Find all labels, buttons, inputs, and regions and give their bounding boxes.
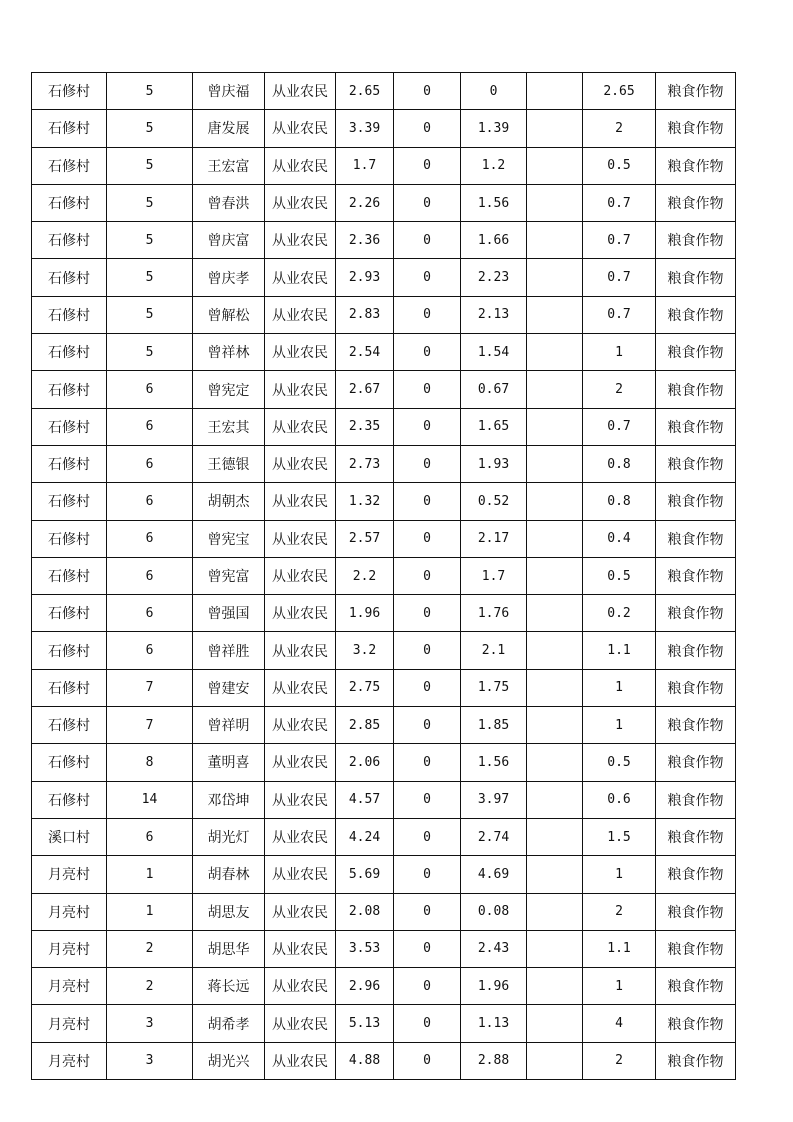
type-cell: 从业农民 [265,296,336,333]
village-cell: 石修村 [32,483,107,520]
type-cell: 从业农民 [265,184,336,221]
total-area-cell: 5.13 [336,1005,394,1042]
village-cell: 石修村 [32,408,107,445]
col5-cell: 1 [583,707,656,744]
total-area-cell: 2.73 [336,445,394,482]
crop-cell: 粮食作物 [656,334,736,371]
table-row [32,483,736,520]
village-cell: 月亮村 [32,893,107,930]
group-cell: 7 [107,669,193,706]
crop-cell: 粮食作物 [656,184,736,221]
total-area-cell: 2.65 [336,73,394,110]
type-cell: 从业农民 [265,1042,336,1079]
group-cell: 5 [107,334,193,371]
table-row [32,334,736,371]
name-cell: 胡思华 [193,930,265,967]
type-cell: 从业农民 [265,968,336,1005]
name-cell: 曾祥胜 [193,632,265,669]
crop-cell: 粮食作物 [656,408,736,445]
type-cell: 从业农民 [265,930,336,967]
col3-cell: 1.54 [461,334,527,371]
type-cell: 从业农民 [265,818,336,855]
col5-cell: 0.8 [583,445,656,482]
group-cell: 6 [107,408,193,445]
total-area-cell: 5.69 [336,856,394,893]
crop-cell: 粮食作物 [656,147,736,184]
total-area-cell: 3.2 [336,632,394,669]
col5-cell: 0.7 [583,222,656,259]
col2-cell: 0 [394,184,461,221]
group-cell: 1 [107,856,193,893]
col2-cell: 0 [394,259,461,296]
col3-cell: 1.96 [461,968,527,1005]
col5-cell: 1 [583,968,656,1005]
name-cell: 邓岱坤 [193,781,265,818]
col4-cell [527,632,583,669]
name-cell: 胡希孝 [193,1005,265,1042]
type-cell: 从业农民 [265,669,336,706]
name-cell: 曾祥明 [193,707,265,744]
col2-cell: 0 [394,744,461,781]
col4-cell [527,483,583,520]
crop-cell: 粮食作物 [656,856,736,893]
table-row [32,781,736,818]
col4-cell [527,744,583,781]
total-area-cell: 1.32 [336,483,394,520]
col3-cell: 1.7 [461,557,527,594]
group-cell: 5 [107,73,193,110]
col3-cell: 0 [461,73,527,110]
village-cell: 月亮村 [32,1042,107,1079]
col2-cell: 0 [394,483,461,520]
col3-cell: 1.56 [461,184,527,221]
type-cell: 从业农民 [265,707,336,744]
total-area-cell: 1.96 [336,595,394,632]
total-area-cell: 1.7 [336,147,394,184]
village-cell: 月亮村 [32,968,107,1005]
table-row [32,669,736,706]
col2-cell: 0 [394,445,461,482]
total-area-cell: 2.08 [336,893,394,930]
col3-cell: 1.75 [461,669,527,706]
group-cell: 6 [107,632,193,669]
col2-cell: 0 [394,893,461,930]
col4-cell [527,930,583,967]
col2-cell: 0 [394,557,461,594]
col3-cell: 1.2 [461,147,527,184]
name-cell: 王德银 [193,445,265,482]
col5-cell: 2 [583,1042,656,1079]
name-cell: 曾庆孝 [193,259,265,296]
col2-cell: 0 [394,707,461,744]
col3-cell: 2.43 [461,930,527,967]
village-cell: 石修村 [32,707,107,744]
group-cell: 6 [107,483,193,520]
col4-cell [527,1005,583,1042]
table-row [32,818,736,855]
group-cell: 3 [107,1042,193,1079]
village-cell: 石修村 [32,184,107,221]
group-cell: 6 [107,818,193,855]
table-row [32,557,736,594]
type-cell: 从业农民 [265,557,336,594]
table-row [32,893,736,930]
type-cell: 从业农民 [265,1005,336,1042]
type-cell: 从业农民 [265,222,336,259]
col4-cell [527,334,583,371]
col2-cell: 0 [394,408,461,445]
group-cell: 5 [107,147,193,184]
village-cell: 石修村 [32,520,107,557]
village-cell: 月亮村 [32,1005,107,1042]
name-cell: 曾宪富 [193,557,265,594]
table-row [32,707,736,744]
name-cell: 曾庆富 [193,222,265,259]
total-area-cell: 2.06 [336,744,394,781]
table-row [32,296,736,333]
type-cell: 从业农民 [265,781,336,818]
type-cell: 从业农民 [265,147,336,184]
farmer-land-table [31,72,736,1080]
crop-cell: 粮食作物 [656,73,736,110]
village-cell: 石修村 [32,147,107,184]
col4-cell [527,73,583,110]
col4-cell [527,707,583,744]
col3-cell: 2.1 [461,632,527,669]
village-cell: 石修村 [32,557,107,594]
crop-cell: 粮食作物 [656,595,736,632]
crop-cell: 粮食作物 [656,557,736,594]
col2-cell: 0 [394,110,461,147]
crop-cell: 粮食作物 [656,744,736,781]
village-cell: 石修村 [32,296,107,333]
group-cell: 3 [107,1005,193,1042]
col5-cell: 0.7 [583,184,656,221]
name-cell: 胡光兴 [193,1042,265,1079]
type-cell: 从业农民 [265,334,336,371]
col2-cell: 0 [394,371,461,408]
total-area-cell: 4.57 [336,781,394,818]
col5-cell: 2 [583,371,656,408]
name-cell: 胡思友 [193,893,265,930]
table-row [32,445,736,482]
col4-cell [527,147,583,184]
crop-cell: 粮食作物 [656,296,736,333]
crop-cell: 粮食作物 [656,632,736,669]
table-row [32,371,736,408]
group-cell: 6 [107,371,193,408]
col5-cell: 2.65 [583,73,656,110]
name-cell: 胡光灯 [193,818,265,855]
group-cell: 5 [107,184,193,221]
type-cell: 从业农民 [265,893,336,930]
group-cell: 2 [107,930,193,967]
group-cell: 6 [107,557,193,594]
village-cell: 石修村 [32,73,107,110]
col5-cell: 2 [583,110,656,147]
table-row [32,632,736,669]
name-cell: 曾祥林 [193,334,265,371]
group-cell: 14 [107,781,193,818]
col5-cell: 4 [583,1005,656,1042]
type-cell: 从业农民 [265,595,336,632]
crop-cell: 粮食作物 [656,1042,736,1079]
col5-cell: 1.1 [583,632,656,669]
col5-cell: 0.7 [583,408,656,445]
col4-cell [527,856,583,893]
col3-cell: 2.17 [461,520,527,557]
village-cell: 石修村 [32,632,107,669]
type-cell: 从业农民 [265,856,336,893]
col4-cell [527,669,583,706]
table-row [32,930,736,967]
col4-cell [527,222,583,259]
col2-cell: 0 [394,669,461,706]
col2-cell: 0 [394,1005,461,1042]
col2-cell: 0 [394,73,461,110]
crop-cell: 粮食作物 [656,259,736,296]
col5-cell: 0.7 [583,259,656,296]
col2-cell: 0 [394,595,461,632]
table-row [32,110,736,147]
table-row [32,222,736,259]
total-area-cell: 2.26 [336,184,394,221]
col5-cell: 1 [583,334,656,371]
col4-cell [527,968,583,1005]
name-cell: 曾建安 [193,669,265,706]
col2-cell: 0 [394,520,461,557]
type-cell: 从业农民 [265,73,336,110]
table-row [32,744,736,781]
name-cell: 曾强国 [193,595,265,632]
village-cell: 石修村 [32,781,107,818]
total-area-cell: 2.36 [336,222,394,259]
table-row [32,259,736,296]
col3-cell: 4.69 [461,856,527,893]
crop-cell: 粮食作物 [656,669,736,706]
total-area-cell: 4.88 [336,1042,394,1079]
col5-cell: 0.7 [583,296,656,333]
village-cell: 溪口村 [32,818,107,855]
total-area-cell: 3.39 [336,110,394,147]
name-cell: 曾宪定 [193,371,265,408]
col2-cell: 0 [394,147,461,184]
table-row [32,856,736,893]
col4-cell [527,1042,583,1079]
village-cell: 石修村 [32,445,107,482]
total-area-cell: 2.75 [336,669,394,706]
name-cell: 胡春林 [193,856,265,893]
village-cell: 石修村 [32,110,107,147]
col3-cell: 1.93 [461,445,527,482]
total-area-cell: 2.2 [336,557,394,594]
total-area-cell: 2.67 [336,371,394,408]
col4-cell [527,818,583,855]
col4-cell [527,259,583,296]
col3-cell: 1.66 [461,222,527,259]
name-cell: 蒋长远 [193,968,265,1005]
type-cell: 从业农民 [265,520,336,557]
col2-cell: 0 [394,968,461,1005]
col3-cell: 3.97 [461,781,527,818]
col3-cell: 0.52 [461,483,527,520]
total-area-cell: 2.96 [336,968,394,1005]
table-row [32,595,736,632]
crop-cell: 粮食作物 [656,968,736,1005]
crop-cell: 粮食作物 [656,222,736,259]
type-cell: 从业农民 [265,445,336,482]
table-row [32,73,736,110]
type-cell: 从业农民 [265,483,336,520]
village-cell: 月亮村 [32,930,107,967]
col4-cell [527,520,583,557]
col5-cell: 0.5 [583,147,656,184]
col5-cell: 2 [583,893,656,930]
col2-cell: 0 [394,930,461,967]
type-cell: 从业农民 [265,408,336,445]
col2-cell: 0 [394,856,461,893]
col5-cell: 1 [583,669,656,706]
col2-cell: 0 [394,334,461,371]
group-cell: 7 [107,707,193,744]
col3-cell: 0.67 [461,371,527,408]
col3-cell: 1.65 [461,408,527,445]
col4-cell [527,893,583,930]
col2-cell: 0 [394,1042,461,1079]
crop-cell: 粮食作物 [656,371,736,408]
name-cell: 曾宪宝 [193,520,265,557]
col3-cell: 1.76 [461,595,527,632]
col3-cell: 1.39 [461,110,527,147]
village-cell: 石修村 [32,222,107,259]
total-area-cell: 4.24 [336,818,394,855]
type-cell: 从业农民 [265,110,336,147]
col5-cell: 0.4 [583,520,656,557]
group-cell: 8 [107,744,193,781]
col2-cell: 0 [394,296,461,333]
crop-cell: 粮食作物 [656,1005,736,1042]
crop-cell: 粮食作物 [656,930,736,967]
col3-cell: 0.08 [461,893,527,930]
col3-cell: 2.74 [461,818,527,855]
col4-cell [527,595,583,632]
village-cell: 石修村 [32,334,107,371]
col4-cell [527,184,583,221]
table-row [32,520,736,557]
total-area-cell: 2.57 [336,520,394,557]
group-cell: 5 [107,110,193,147]
group-cell: 5 [107,296,193,333]
col5-cell: 0.2 [583,595,656,632]
group-cell: 5 [107,259,193,296]
total-area-cell: 2.93 [336,259,394,296]
crop-cell: 粮食作物 [656,818,736,855]
type-cell: 从业农民 [265,632,336,669]
col4-cell [527,445,583,482]
type-cell: 从业农民 [265,744,336,781]
group-cell: 5 [107,222,193,259]
name-cell: 王宏富 [193,147,265,184]
col3-cell: 1.56 [461,744,527,781]
table-row [32,184,736,221]
group-cell: 6 [107,445,193,482]
col5-cell: 0.8 [583,483,656,520]
total-area-cell: 3.53 [336,930,394,967]
col2-cell: 0 [394,818,461,855]
col4-cell [527,110,583,147]
col5-cell: 0.6 [583,781,656,818]
col4-cell [527,296,583,333]
col4-cell [527,408,583,445]
col5-cell: 1 [583,856,656,893]
table-row [32,1042,736,1079]
crop-cell: 粮食作物 [656,483,736,520]
village-cell: 月亮村 [32,856,107,893]
name-cell: 董明喜 [193,744,265,781]
group-cell: 2 [107,968,193,1005]
col2-cell: 0 [394,222,461,259]
crop-cell: 粮食作物 [656,445,736,482]
group-cell: 6 [107,520,193,557]
col2-cell: 0 [394,632,461,669]
col3-cell: 2.13 [461,296,527,333]
col2-cell: 0 [394,781,461,818]
group-cell: 1 [107,893,193,930]
col3-cell: 2.23 [461,259,527,296]
crop-cell: 粮食作物 [656,520,736,557]
village-cell: 石修村 [32,259,107,296]
village-cell: 石修村 [32,744,107,781]
table-row [32,147,736,184]
table-row [32,408,736,445]
table-body [32,73,736,1080]
type-cell: 从业农民 [265,259,336,296]
table-row [32,968,736,1005]
group-cell: 6 [107,595,193,632]
crop-cell: 粮食作物 [656,707,736,744]
crop-cell: 粮食作物 [656,110,736,147]
name-cell: 胡朝杰 [193,483,265,520]
name-cell: 曾春洪 [193,184,265,221]
village-cell: 石修村 [32,669,107,706]
col4-cell [527,371,583,408]
type-cell: 从业农民 [265,371,336,408]
col5-cell: 0.5 [583,557,656,594]
col5-cell: 1.1 [583,930,656,967]
col4-cell [527,781,583,818]
name-cell: 王宏其 [193,408,265,445]
name-cell: 曾庆福 [193,73,265,110]
col3-cell: 2.88 [461,1042,527,1079]
name-cell: 唐发展 [193,110,265,147]
col3-cell: 1.85 [461,707,527,744]
col5-cell: 0.5 [583,744,656,781]
total-area-cell: 2.83 [336,296,394,333]
table-row [32,1005,736,1042]
total-area-cell: 2.85 [336,707,394,744]
crop-cell: 粮食作物 [656,781,736,818]
total-area-cell: 2.54 [336,334,394,371]
col3-cell: 1.13 [461,1005,527,1042]
col5-cell: 1.5 [583,818,656,855]
name-cell: 曾解松 [193,296,265,333]
village-cell: 石修村 [32,595,107,632]
crop-cell: 粮食作物 [656,893,736,930]
total-area-cell: 2.35 [336,408,394,445]
col4-cell [527,557,583,594]
village-cell: 石修村 [32,371,107,408]
